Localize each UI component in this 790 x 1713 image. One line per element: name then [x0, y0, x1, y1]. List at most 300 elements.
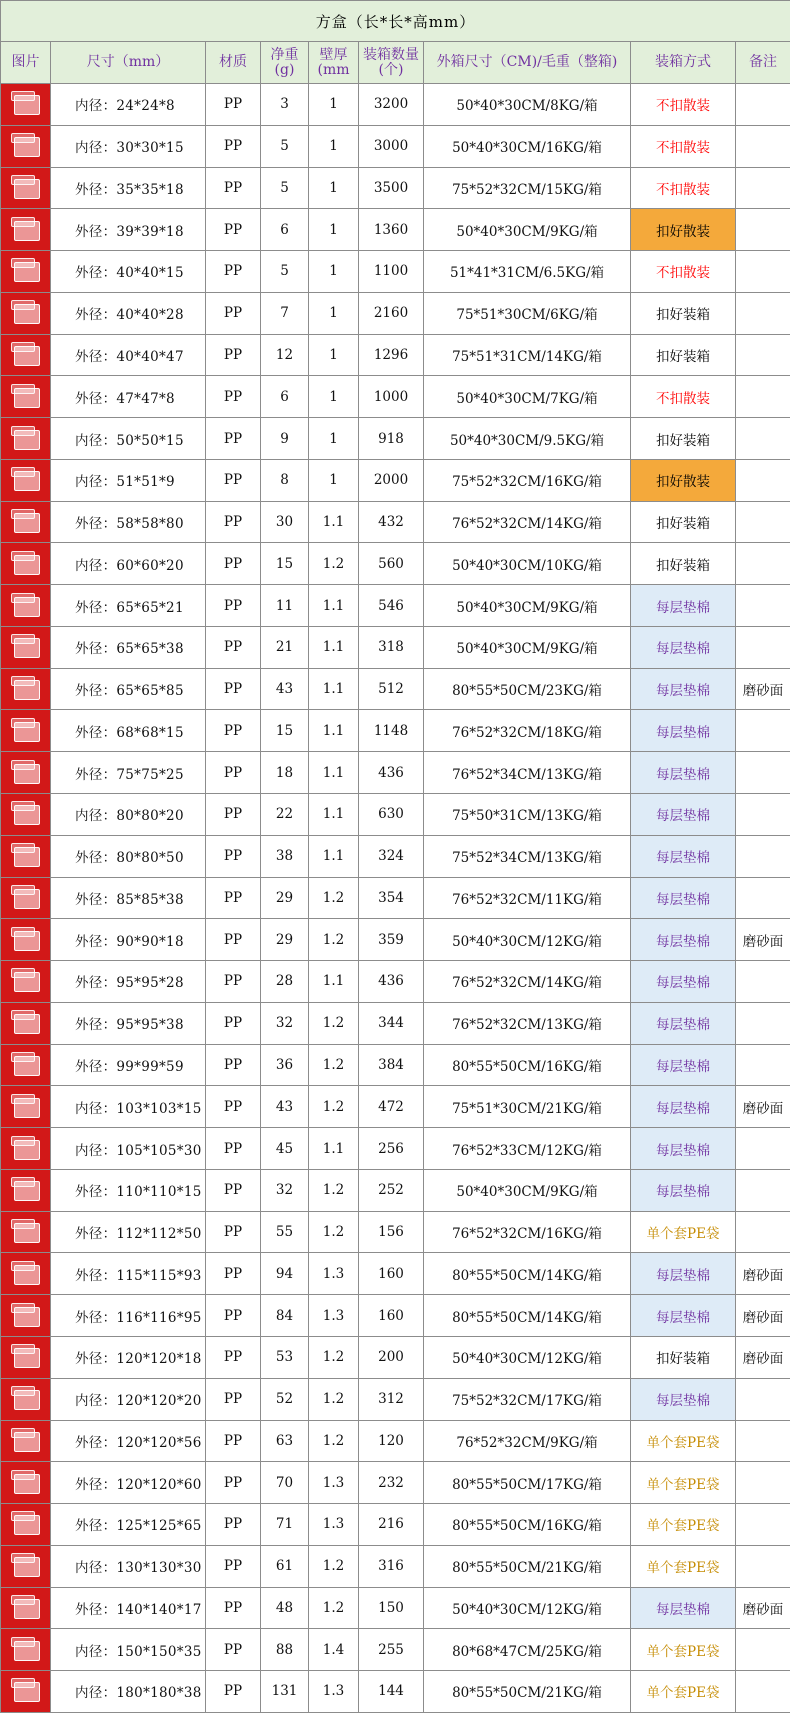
box-thumbnail-icon — [8, 757, 44, 789]
material-cell: PP — [206, 1504, 261, 1546]
material-cell: PP — [206, 292, 261, 334]
table-row — [1, 835, 790, 877]
box-thumbnail-icon — [8, 1675, 44, 1707]
wall-cell: 1.4 — [309, 1629, 359, 1671]
product-photo — [1, 877, 51, 919]
quantity-cell: 472 — [359, 1086, 424, 1128]
table-row — [1, 752, 790, 794]
wall-cell: 1.2 — [309, 877, 359, 919]
carton-cell: 76*52*32CM/9KG/箱 — [424, 1420, 631, 1462]
carton-cell: 50*40*30CM/8KG/箱 — [424, 84, 631, 126]
product-photo — [1, 1629, 51, 1671]
table-row — [1, 1295, 790, 1337]
packing-cell: 每层垫棉 — [631, 1253, 736, 1295]
size-cell: 外径：120*120*60 — [51, 1462, 206, 1504]
packing-cell: 每层垫棉 — [631, 626, 736, 668]
product-photo — [1, 1128, 51, 1170]
wall-cell: 1 — [309, 376, 359, 418]
quantity-cell: 256 — [359, 1128, 424, 1170]
table-row — [1, 125, 790, 167]
box-thumbnail-icon — [8, 1174, 44, 1206]
packing-cell: 每层垫棉 — [631, 1169, 736, 1211]
size-cell: 外径：140*140*17 — [51, 1587, 206, 1629]
table-row — [1, 961, 790, 1003]
table-row — [1, 1420, 790, 1462]
carton-cell: 76*52*32CM/18KG/箱 — [424, 710, 631, 752]
size-cell: 外径：65*65*38 — [51, 626, 206, 668]
wall-cell: 1.1 — [309, 752, 359, 794]
carton-cell: 75*51*30CM/6KG/箱 — [424, 292, 631, 334]
box-thumbnail-icon — [8, 464, 44, 496]
box-thumbnail-icon — [8, 88, 44, 120]
product-photo — [1, 1336, 51, 1378]
wall-cell: 1.3 — [309, 1462, 359, 1504]
size-cell: 外径：40*40*47 — [51, 334, 206, 376]
size-cell: 外径：85*85*38 — [51, 877, 206, 919]
material-cell: PP — [206, 1587, 261, 1629]
size-cell: 内径：180*180*38 — [51, 1671, 206, 1713]
carton-cell: 50*40*30CM/12KG/箱 — [424, 919, 631, 961]
weight-cell: 131 — [261, 1671, 309, 1713]
table-row — [1, 501, 790, 543]
material-cell: PP — [206, 1629, 261, 1671]
note-cell: 磨砂面 — [736, 1295, 790, 1337]
material-cell: PP — [206, 1336, 261, 1378]
carton-cell: 50*40*30CM/12KG/箱 — [424, 1336, 631, 1378]
note-cell — [736, 167, 790, 209]
carton-cell: 75*52*32CM/16KG/箱 — [424, 459, 631, 501]
header-image: 图片 — [1, 42, 51, 84]
note-cell — [736, 585, 790, 627]
table-row — [1, 251, 790, 293]
size-cell: 外径：65*65*85 — [51, 668, 206, 710]
quantity-cell: 432 — [359, 501, 424, 543]
weight-cell: 55 — [261, 1211, 309, 1253]
table-row — [1, 459, 790, 501]
wall-cell: 1.1 — [309, 710, 359, 752]
wall-cell: 1.2 — [309, 1169, 359, 1211]
quantity-cell: 512 — [359, 668, 424, 710]
packing-cell: 每层垫棉 — [631, 668, 736, 710]
note-cell: 磨砂面 — [736, 1253, 790, 1295]
box-thumbnail-icon — [8, 1508, 44, 1540]
box-thumbnail-icon — [8, 1550, 44, 1582]
note-cell — [736, 1629, 790, 1671]
note-cell — [736, 1504, 790, 1546]
weight-cell: 36 — [261, 1044, 309, 1086]
header-size: 尺寸（mm） — [51, 42, 206, 84]
table-row — [1, 710, 790, 752]
wall-cell: 1.1 — [309, 668, 359, 710]
table-row — [1, 877, 790, 919]
packing-cell: 扣好装箱 — [631, 418, 736, 460]
wall-cell: 1.2 — [309, 1211, 359, 1253]
product-photo — [1, 1545, 51, 1587]
carton-cell: 75*52*32CM/17KG/箱 — [424, 1378, 631, 1420]
size-cell: 外径：99*99*59 — [51, 1044, 206, 1086]
quantity-cell: 384 — [359, 1044, 424, 1086]
wall-cell: 1.1 — [309, 961, 359, 1003]
table-row — [1, 167, 790, 209]
box-thumbnail-icon — [8, 1091, 44, 1123]
note-cell — [736, 626, 790, 668]
carton-cell: 76*52*32CM/14KG/箱 — [424, 501, 631, 543]
quantity-cell: 2000 — [359, 459, 424, 501]
packing-cell: 每层垫棉 — [631, 877, 736, 919]
weight-cell: 5 — [261, 167, 309, 209]
material-cell: PP — [206, 794, 261, 836]
quantity-cell: 1360 — [359, 209, 424, 251]
material-cell: PP — [206, 1420, 261, 1462]
quantity-cell: 200 — [359, 1336, 424, 1378]
carton-cell: 80*55*50CM/16KG/箱 — [424, 1044, 631, 1086]
size-cell: 外径：75*75*25 — [51, 752, 206, 794]
box-thumbnail-icon — [8, 590, 44, 622]
header-note: 备注 — [736, 42, 790, 84]
note-cell — [736, 418, 790, 460]
packing-cell: 不扣散装 — [631, 251, 736, 293]
packing-cell: 单个套PE袋 — [631, 1462, 736, 1504]
size-cell: 外径：90*90*18 — [51, 919, 206, 961]
size-cell: 内径：130*130*30 — [51, 1545, 206, 1587]
size-cell: 外径：115*115*93 — [51, 1253, 206, 1295]
packing-cell: 单个套PE袋 — [631, 1211, 736, 1253]
weight-cell: 32 — [261, 1169, 309, 1211]
product-photo — [1, 501, 51, 543]
wall-cell: 1 — [309, 418, 359, 460]
weight-cell: 53 — [261, 1336, 309, 1378]
weight-cell: 84 — [261, 1295, 309, 1337]
material-cell: PP — [206, 1295, 261, 1337]
product-photo — [1, 1002, 51, 1044]
quantity-cell: 252 — [359, 1169, 424, 1211]
quantity-cell: 232 — [359, 1462, 424, 1504]
table-row — [1, 668, 790, 710]
carton-cell: 50*40*30CM/9KG/箱 — [424, 1169, 631, 1211]
table-row — [1, 1378, 790, 1420]
quantity-cell: 3200 — [359, 84, 424, 126]
table-row — [1, 1587, 790, 1629]
carton-cell: 50*40*30CM/12KG/箱 — [424, 1587, 631, 1629]
table-row — [1, 334, 790, 376]
material-cell: PP — [206, 501, 261, 543]
carton-cell: 75*50*31CM/13KG/箱 — [424, 794, 631, 836]
material-cell: PP — [206, 167, 261, 209]
material-cell: PP — [206, 125, 261, 167]
wall-cell: 1.2 — [309, 1420, 359, 1462]
box-thumbnail-icon — [8, 840, 44, 872]
box-thumbnail-icon — [8, 1049, 44, 1081]
quantity-cell: 344 — [359, 1002, 424, 1044]
product-photo — [1, 835, 51, 877]
note-cell — [736, 543, 790, 585]
material-cell: PP — [206, 1378, 261, 1420]
weight-cell: 61 — [261, 1545, 309, 1587]
weight-cell: 15 — [261, 710, 309, 752]
size-cell: 外径：47*47*8 — [51, 376, 206, 418]
material-cell: PP — [206, 1128, 261, 1170]
material-cell: PP — [206, 1253, 261, 1295]
box-thumbnail-icon — [8, 798, 44, 830]
note-cell — [736, 125, 790, 167]
quantity-cell: 436 — [359, 961, 424, 1003]
packing-cell: 每层垫棉 — [631, 794, 736, 836]
carton-cell: 50*40*30CM/9KG/箱 — [424, 585, 631, 627]
product-photo — [1, 418, 51, 460]
note-cell — [736, 1545, 790, 1587]
weight-cell: 38 — [261, 835, 309, 877]
product-photo — [1, 1671, 51, 1713]
material-cell: PP — [206, 752, 261, 794]
note-cell — [736, 835, 790, 877]
wall-cell: 1.3 — [309, 1671, 359, 1713]
product-photo — [1, 1504, 51, 1546]
material-cell: PP — [206, 1211, 261, 1253]
note-cell — [736, 794, 790, 836]
quantity-cell: 160 — [359, 1253, 424, 1295]
packing-cell: 不扣散装 — [631, 167, 736, 209]
box-thumbnail-icon — [8, 381, 44, 413]
note-cell — [736, 961, 790, 1003]
packing-cell: 每层垫棉 — [631, 1128, 736, 1170]
wall-cell: 1 — [309, 125, 359, 167]
product-photo — [1, 543, 51, 585]
carton-cell: 75*52*34CM/13KG/箱 — [424, 835, 631, 877]
carton-cell: 50*40*30CM/9.5KG/箱 — [424, 418, 631, 460]
weight-cell: 32 — [261, 1002, 309, 1044]
box-thumbnail-icon — [8, 1300, 44, 1332]
packing-cell: 单个套PE袋 — [631, 1629, 736, 1671]
weight-cell: 43 — [261, 668, 309, 710]
size-cell: 外径：120*120*56 — [51, 1420, 206, 1462]
carton-cell: 50*40*30CM/16KG/箱 — [424, 125, 631, 167]
weight-cell: 22 — [261, 794, 309, 836]
product-photo — [1, 1587, 51, 1629]
material-cell: PP — [206, 251, 261, 293]
note-cell: 磨砂面 — [736, 1587, 790, 1629]
carton-cell: 75*51*31CM/14KG/箱 — [424, 334, 631, 376]
weight-cell: 11 — [261, 585, 309, 627]
product-photo — [1, 1462, 51, 1504]
packing-cell: 每层垫棉 — [631, 1295, 736, 1337]
table-row — [1, 418, 790, 460]
product-photo — [1, 585, 51, 627]
size-cell: 外径：110*110*15 — [51, 1169, 206, 1211]
packing-cell: 每层垫棉 — [631, 1378, 736, 1420]
weight-cell: 71 — [261, 1504, 309, 1546]
box-thumbnail-icon — [8, 214, 44, 246]
quantity-cell: 630 — [359, 794, 424, 836]
box-thumbnail-icon — [8, 1634, 44, 1666]
box-thumbnail-icon — [8, 255, 44, 287]
product-photo — [1, 710, 51, 752]
packing-cell: 扣好散装 — [631, 209, 736, 251]
material-cell: PP — [206, 919, 261, 961]
box-thumbnail-icon — [8, 1383, 44, 1415]
material-cell: PP — [206, 84, 261, 126]
table-row — [1, 585, 790, 627]
table-row — [1, 1002, 790, 1044]
product-photo — [1, 794, 51, 836]
carton-cell: 50*40*30CM/9KG/箱 — [424, 209, 631, 251]
product-photo — [1, 125, 51, 167]
wall-cell: 1 — [309, 459, 359, 501]
table-title: 方盒（长*长*高mm） — [1, 1, 790, 42]
note-cell — [736, 1169, 790, 1211]
packing-cell: 扣好装箱 — [631, 543, 736, 585]
wall-cell: 1.1 — [309, 626, 359, 668]
carton-cell: 50*40*30CM/10KG/箱 — [424, 543, 631, 585]
box-thumbnail-icon — [8, 130, 44, 162]
header-carton-quantity: 装箱数量(个) — [359, 42, 424, 84]
material-cell: PP — [206, 459, 261, 501]
product-photo — [1, 1378, 51, 1420]
weight-cell: 12 — [261, 334, 309, 376]
box-thumbnail-icon — [8, 631, 44, 663]
packing-cell: 单个套PE袋 — [631, 1545, 736, 1587]
quantity-cell: 1100 — [359, 251, 424, 293]
table-row — [1, 1044, 790, 1086]
quantity-cell: 316 — [359, 1545, 424, 1587]
weight-cell: 28 — [261, 961, 309, 1003]
quantity-cell: 3000 — [359, 125, 424, 167]
note-cell — [736, 752, 790, 794]
size-cell: 外径：95*95*28 — [51, 961, 206, 1003]
quantity-cell: 1148 — [359, 710, 424, 752]
product-photo — [1, 752, 51, 794]
material-cell: PP — [206, 1545, 261, 1587]
quantity-cell: 3500 — [359, 167, 424, 209]
size-cell: 外径：95*95*38 — [51, 1002, 206, 1044]
title-row — [1, 1, 790, 42]
product-photo — [1, 1169, 51, 1211]
weight-cell: 5 — [261, 251, 309, 293]
quantity-cell: 312 — [359, 1378, 424, 1420]
note-cell — [736, 1378, 790, 1420]
size-cell: 外径：112*112*50 — [51, 1211, 206, 1253]
weight-cell: 63 — [261, 1420, 309, 1462]
note-cell — [736, 1462, 790, 1504]
material-cell: PP — [206, 835, 261, 877]
packing-cell: 扣好装箱 — [631, 501, 736, 543]
packing-cell: 不扣散装 — [631, 84, 736, 126]
weight-cell: 70 — [261, 1462, 309, 1504]
wall-cell: 1 — [309, 292, 359, 334]
header-carton-size-weight: 外箱尺寸（CM)/毛重（整箱) — [424, 42, 631, 84]
table-row — [1, 84, 790, 126]
weight-cell: 15 — [261, 543, 309, 585]
wall-cell: 1.2 — [309, 1587, 359, 1629]
material-cell: PP — [206, 877, 261, 919]
box-thumbnail-icon — [8, 423, 44, 455]
note-cell: 磨砂面 — [736, 1336, 790, 1378]
note-cell — [736, 376, 790, 418]
material-cell: PP — [206, 376, 261, 418]
material-cell: PP — [206, 209, 261, 251]
carton-cell: 50*40*30CM/7KG/箱 — [424, 376, 631, 418]
box-thumbnail-icon — [8, 297, 44, 329]
size-cell: 内径：80*80*20 — [51, 794, 206, 836]
quantity-cell: 150 — [359, 1587, 424, 1629]
packing-cell: 单个套PE袋 — [631, 1671, 736, 1713]
quantity-cell: 918 — [359, 418, 424, 460]
note-cell — [736, 877, 790, 919]
note-cell — [736, 1002, 790, 1044]
packing-cell: 扣好装箱 — [631, 334, 736, 376]
carton-cell: 76*52*34CM/13KG/箱 — [424, 752, 631, 794]
header-wall-thickness: 壁厚(mm — [309, 42, 359, 84]
quantity-cell: 354 — [359, 877, 424, 919]
size-cell: 内径：150*150*35 — [51, 1629, 206, 1671]
note-cell: 磨砂面 — [736, 1086, 790, 1128]
carton-cell: 76*52*32CM/14KG/箱 — [424, 961, 631, 1003]
table-row — [1, 1545, 790, 1587]
quantity-cell: 1296 — [359, 334, 424, 376]
product-photo — [1, 1253, 51, 1295]
note-cell: 磨砂面 — [736, 919, 790, 961]
weight-cell: 48 — [261, 1587, 309, 1629]
box-thumbnail-icon — [8, 1592, 44, 1624]
material-cell: PP — [206, 710, 261, 752]
product-photo — [1, 668, 51, 710]
size-cell: 内径：60*60*20 — [51, 543, 206, 585]
product-photo — [1, 1211, 51, 1253]
weight-cell: 45 — [261, 1128, 309, 1170]
quantity-cell: 160 — [359, 1295, 424, 1337]
packing-cell: 每层垫棉 — [631, 1587, 736, 1629]
box-thumbnail-icon — [8, 882, 44, 914]
product-photo — [1, 84, 51, 126]
weight-cell: 18 — [261, 752, 309, 794]
header-net-weight: 净重(g) — [261, 42, 309, 84]
size-cell: 外径：120*120*18 — [51, 1336, 206, 1378]
carton-cell: 75*51*30CM/21KG/箱 — [424, 1086, 631, 1128]
wall-cell: 1.2 — [309, 1378, 359, 1420]
weight-cell: 29 — [261, 877, 309, 919]
wall-cell: 1.2 — [309, 1545, 359, 1587]
table-row — [1, 1336, 790, 1378]
quantity-cell: 144 — [359, 1671, 424, 1713]
weight-cell: 7 — [261, 292, 309, 334]
carton-cell: 80*55*50CM/23KG/箱 — [424, 668, 631, 710]
note-cell — [736, 334, 790, 376]
wall-cell: 1.2 — [309, 543, 359, 585]
header-packing-method: 装箱方式 — [631, 42, 736, 84]
wall-cell: 1 — [309, 209, 359, 251]
packing-cell: 单个套PE袋 — [631, 1420, 736, 1462]
weight-cell: 8 — [261, 459, 309, 501]
packing-cell: 每层垫棉 — [631, 835, 736, 877]
wall-cell: 1.2 — [309, 1336, 359, 1378]
size-cell: 外径：68*68*15 — [51, 710, 206, 752]
size-cell: 外径：80*80*50 — [51, 835, 206, 877]
size-cell: 内径：30*30*15 — [51, 125, 206, 167]
note-cell — [736, 251, 790, 293]
weight-cell: 3 — [261, 84, 309, 126]
table-row — [1, 1211, 790, 1253]
quantity-cell: 1000 — [359, 376, 424, 418]
box-thumbnail-icon — [8, 1007, 44, 1039]
box-thumbnail-icon — [8, 1133, 44, 1165]
material-cell: PP — [206, 1086, 261, 1128]
table-row — [1, 794, 790, 836]
size-cell: 内径：105*105*30 — [51, 1128, 206, 1170]
size-cell: 外径：65*65*21 — [51, 585, 206, 627]
quantity-cell: 216 — [359, 1504, 424, 1546]
packing-cell: 每层垫棉 — [631, 961, 736, 1003]
product-photo — [1, 961, 51, 1003]
note-cell — [736, 1420, 790, 1462]
